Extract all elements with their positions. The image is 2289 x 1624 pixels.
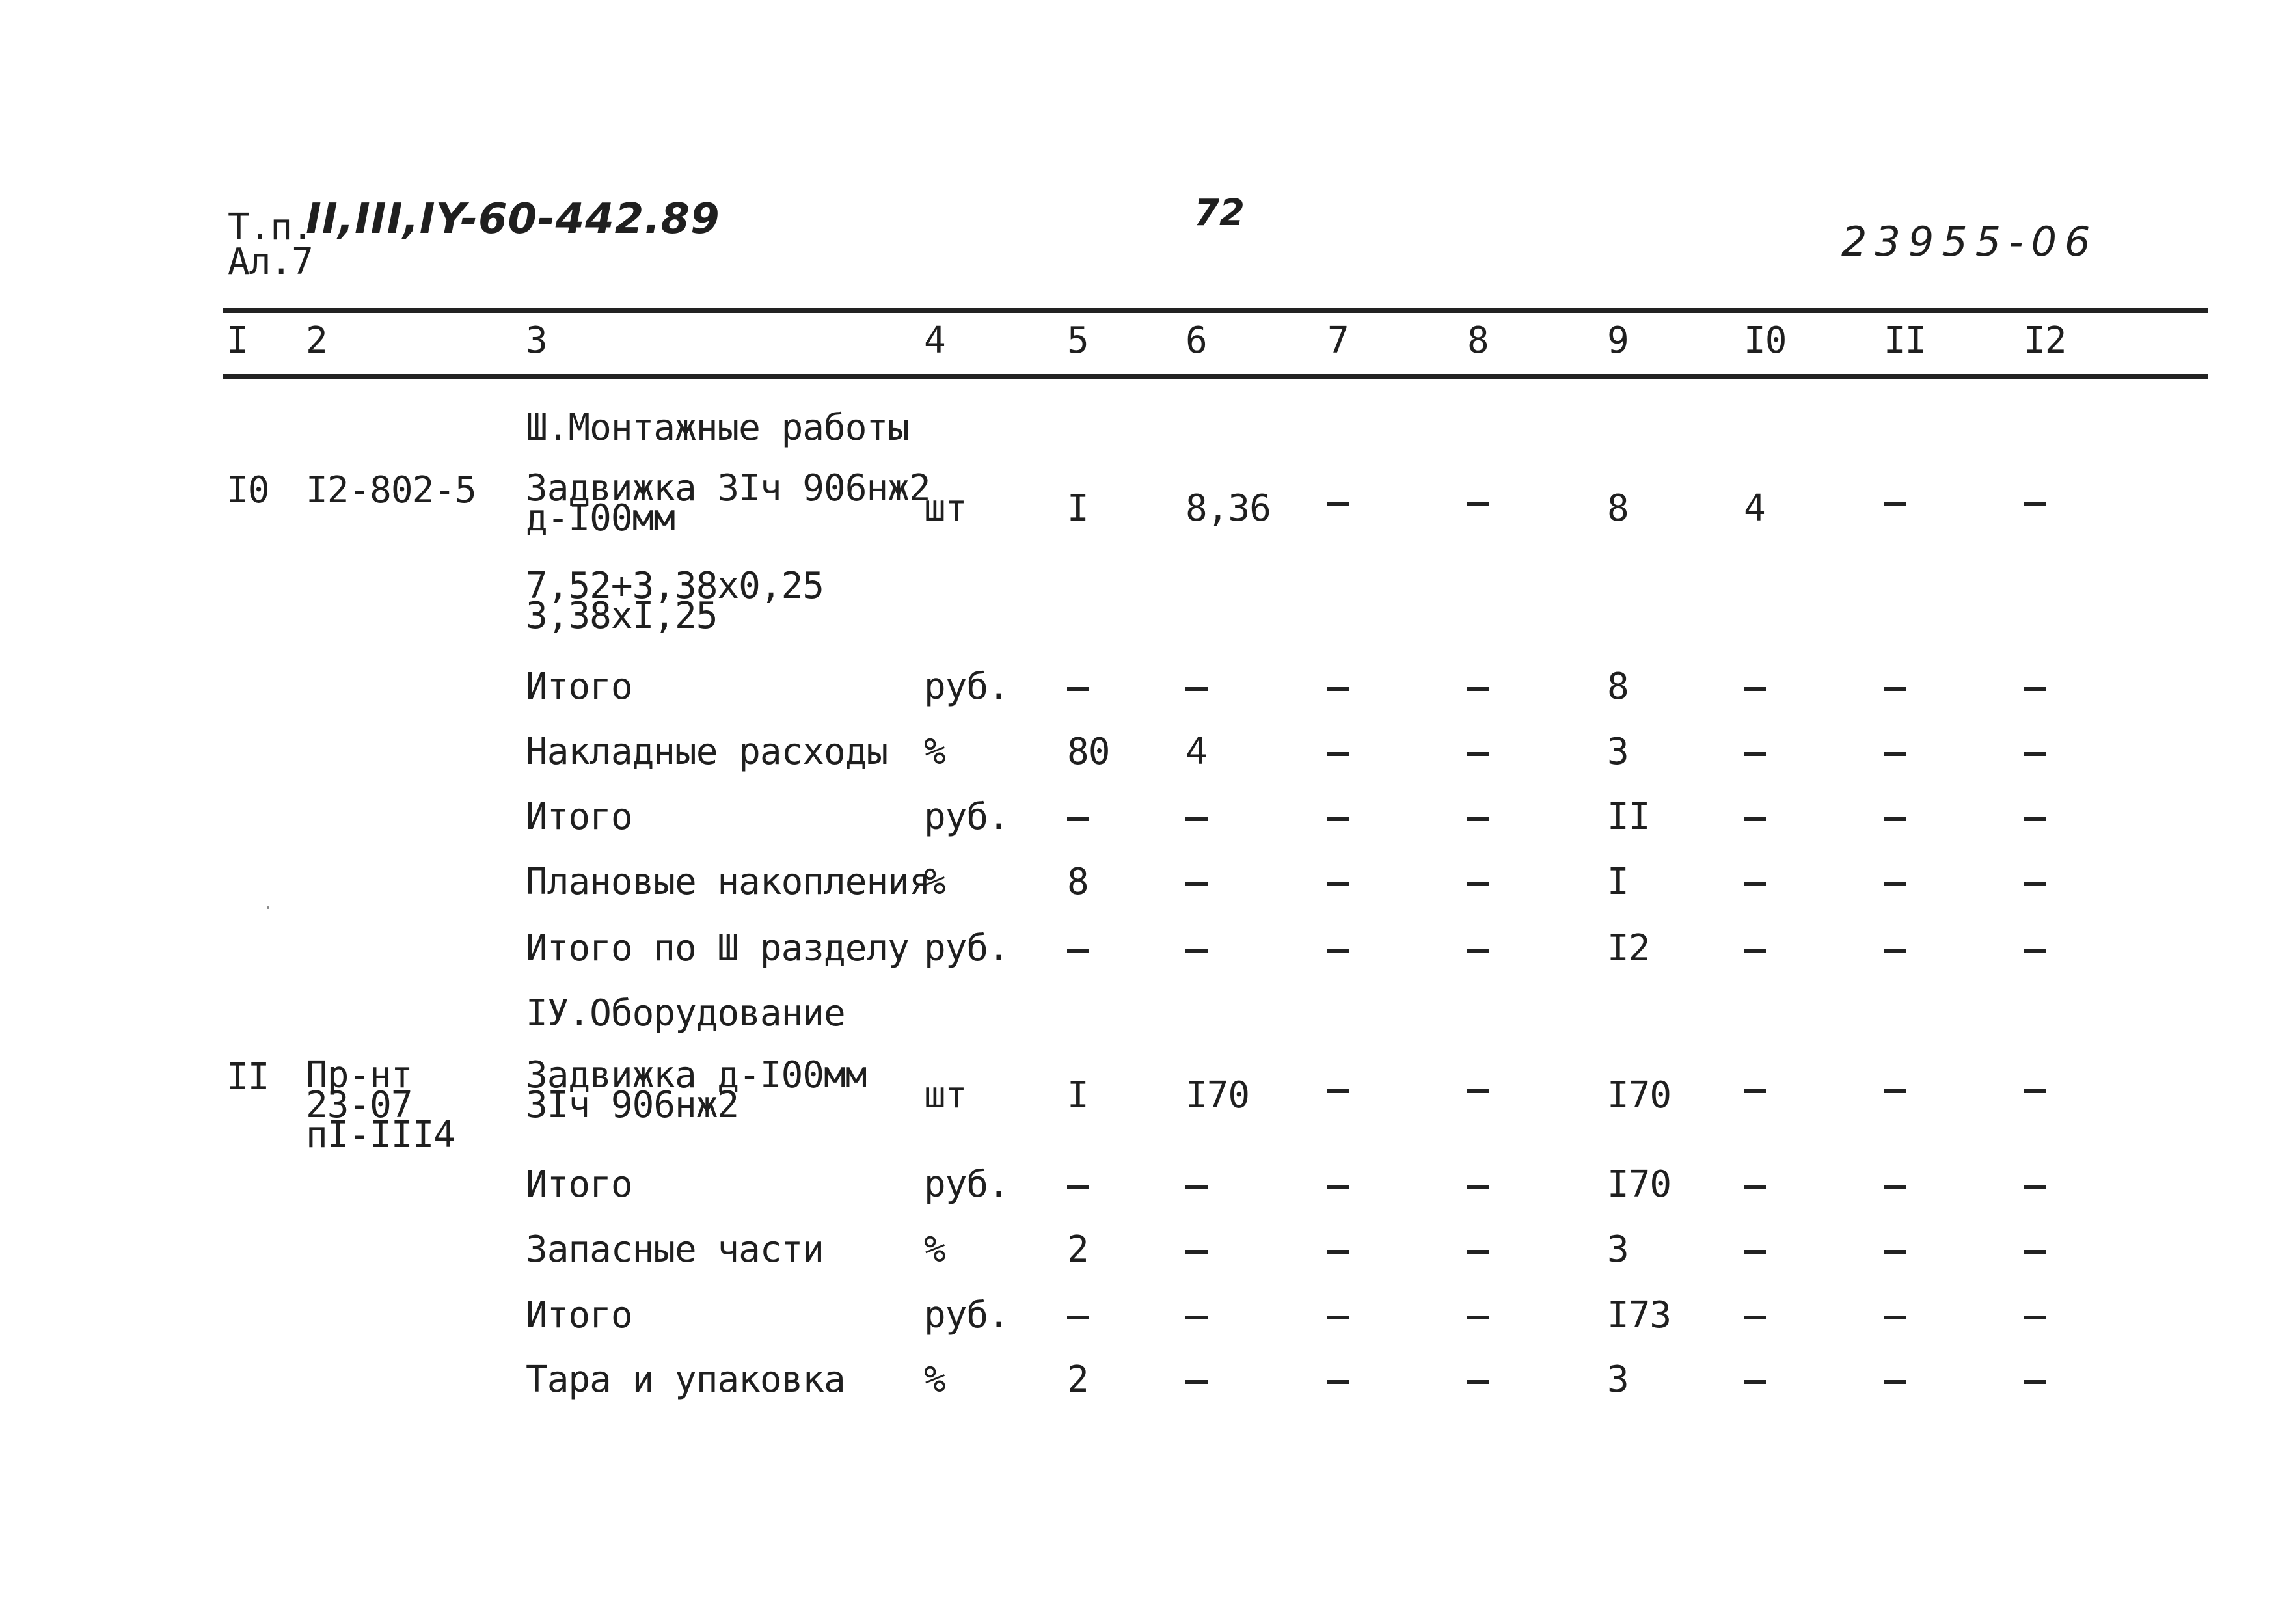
value-cell: руб. xyxy=(924,927,1009,969)
column-header-6: 6 xyxy=(1185,319,1207,362)
empty-value-dash xyxy=(1327,932,1349,966)
empty-value-dash xyxy=(1467,800,1489,834)
document-code: 23955-06 xyxy=(1841,218,2098,265)
value-cell: 8 xyxy=(1607,487,1629,530)
value-cell: 4 xyxy=(1744,487,1765,530)
empty-value-dash xyxy=(1067,932,1089,966)
empty-value-dash xyxy=(1327,670,1349,704)
scan-speck xyxy=(267,906,269,909)
description-cell: Накладные расходы xyxy=(526,731,888,773)
empty-value-dash xyxy=(2024,1233,2046,1267)
value-cell: I xyxy=(1067,487,1089,530)
empty-value-dash xyxy=(1185,800,1208,834)
empty-value-dash xyxy=(1467,485,1489,519)
designation-handwritten: II,III,IY-60-442.89 xyxy=(306,195,720,243)
empty-value-dash xyxy=(2024,1168,2046,1202)
empty-value-dash xyxy=(1467,932,1489,966)
empty-value-dash xyxy=(1327,865,1349,899)
empty-value-dash xyxy=(1744,1168,1766,1202)
empty-value-dash xyxy=(1884,865,1906,899)
value-cell: II xyxy=(1607,796,1650,838)
empty-value-dash xyxy=(2024,1363,2046,1397)
value-cell: руб. xyxy=(924,1163,1009,1206)
description-cell: Плановые накопления xyxy=(526,861,930,903)
empty-value-dash xyxy=(1185,1233,1208,1267)
empty-value-dash xyxy=(1467,865,1489,899)
empty-value-dash xyxy=(1744,1233,1766,1267)
column-header-4: 4 xyxy=(924,319,945,362)
value-cell: 4 xyxy=(1185,731,1207,773)
column-header-10: I0 xyxy=(1744,319,1787,362)
description-cell: Тара и упаковка xyxy=(526,1359,845,1401)
description-cell xyxy=(526,565,824,637)
value-cell: руб. xyxy=(924,1294,1009,1336)
empty-value-dash xyxy=(2024,735,2046,769)
value-cell: шт xyxy=(924,1074,967,1116)
value-cell: I xyxy=(1067,1074,1089,1116)
empty-value-dash xyxy=(1327,1072,1349,1106)
value-cell: % xyxy=(924,861,945,903)
empty-value-dash xyxy=(1327,800,1349,834)
empty-value-dash xyxy=(1185,932,1208,966)
empty-value-dash xyxy=(1884,1363,1906,1397)
empty-value-dash xyxy=(1467,1299,1489,1333)
description-cell xyxy=(526,1054,867,1126)
empty-value-dash xyxy=(1067,800,1089,834)
value-cell: I xyxy=(1607,861,1629,903)
item-number-cell: II xyxy=(226,1056,269,1098)
empty-value-dash xyxy=(1884,1299,1906,1333)
cell-line: 3,38хI,25 xyxy=(526,595,718,637)
empty-value-dash xyxy=(1884,670,1906,704)
cell-line: Пр-нт xyxy=(306,1054,413,1096)
code-cell: I2-802-5 xyxy=(306,469,476,511)
table-header-rule xyxy=(223,374,2208,379)
column-header-11: II xyxy=(1884,319,1927,362)
value-cell: % xyxy=(924,1359,945,1401)
value-cell: шт xyxy=(924,487,967,530)
empty-value-dash xyxy=(1067,1299,1089,1333)
empty-value-dash xyxy=(1467,1233,1489,1267)
designation-prefix: Т.п. xyxy=(228,206,313,249)
description-cell: Итого xyxy=(526,1294,632,1336)
empty-value-dash xyxy=(1467,1072,1489,1106)
description-cell: IУ.Оборудование xyxy=(526,992,845,1035)
empty-value-dash xyxy=(2024,485,2046,519)
description-cell: Итого xyxy=(526,666,632,708)
item-number-cell: I0 xyxy=(226,469,269,511)
empty-value-dash xyxy=(2024,1299,2046,1333)
column-header-9: 9 xyxy=(1607,319,1629,362)
empty-value-dash xyxy=(1327,1299,1349,1333)
empty-value-dash xyxy=(1744,865,1766,899)
value-cell: 8 xyxy=(1607,666,1629,708)
empty-value-dash xyxy=(1467,1363,1489,1397)
value-cell: 2 xyxy=(1067,1359,1089,1401)
description-cell: Ш.Монтажные работы xyxy=(526,407,909,449)
empty-value-dash xyxy=(1467,1168,1489,1202)
empty-value-dash xyxy=(1327,1233,1349,1267)
cell-line: пI-III4 xyxy=(306,1114,455,1156)
empty-value-dash xyxy=(1067,670,1089,704)
empty-value-dash xyxy=(1884,932,1906,966)
empty-value-dash xyxy=(1884,485,1906,519)
empty-value-dash xyxy=(1327,485,1349,519)
value-cell: руб. xyxy=(924,796,1009,838)
cell-line: Задвижка 3Iч 906нж2 xyxy=(526,467,930,509)
value-cell: 8,36 xyxy=(1185,487,1271,530)
description-cell: Итого xyxy=(526,796,632,838)
empty-value-dash xyxy=(2024,800,2046,834)
value-cell: руб. xyxy=(924,666,1009,708)
empty-value-dash xyxy=(2024,865,2046,899)
empty-value-dash xyxy=(1185,865,1208,899)
cell-line: 3Iч 906нж2 xyxy=(526,1084,739,1126)
description-cell xyxy=(526,467,930,539)
empty-value-dash xyxy=(1185,1299,1208,1333)
empty-value-dash xyxy=(1744,1363,1766,1397)
album-number: Ал.7 xyxy=(228,241,313,283)
empty-value-dash xyxy=(1884,1072,1906,1106)
description-cell: Итого xyxy=(526,1163,632,1206)
empty-value-dash xyxy=(1884,1168,1906,1202)
value-cell: I70 xyxy=(1607,1074,1672,1116)
empty-value-dash xyxy=(1744,932,1766,966)
table-top-rule xyxy=(223,308,2208,313)
empty-value-dash xyxy=(1467,735,1489,769)
empty-value-dash xyxy=(1744,1299,1766,1333)
code-cell xyxy=(306,1054,455,1156)
page-number: 72 xyxy=(1194,192,1245,234)
column-header-12: I2 xyxy=(2024,319,2066,362)
empty-value-dash xyxy=(1327,1168,1349,1202)
value-cell: 80 xyxy=(1067,731,1110,773)
empty-value-dash xyxy=(1327,1363,1349,1397)
column-header-5: 5 xyxy=(1067,319,1089,362)
empty-value-dash xyxy=(1185,1363,1208,1397)
empty-value-dash xyxy=(1327,735,1349,769)
value-cell: 3 xyxy=(1607,731,1629,773)
value-cell: I70 xyxy=(1185,1074,1250,1116)
value-cell: % xyxy=(924,731,945,773)
cell-line: Задвижка д-I00мм xyxy=(526,1054,867,1096)
empty-value-dash xyxy=(1185,1168,1208,1202)
column-header-1: I xyxy=(226,319,248,362)
empty-value-dash xyxy=(1884,800,1906,834)
empty-value-dash xyxy=(1185,670,1208,704)
value-cell: I70 xyxy=(1607,1163,1672,1206)
empty-value-dash xyxy=(1884,735,1906,769)
cell-line: д-I00мм xyxy=(526,497,675,539)
column-header-2: 2 xyxy=(306,319,327,362)
empty-value-dash xyxy=(1467,670,1489,704)
empty-value-dash xyxy=(2024,670,2046,704)
empty-value-dash xyxy=(2024,1072,2046,1106)
cell-line: 23-07 xyxy=(306,1084,413,1126)
value-cell: 8 xyxy=(1067,861,1089,903)
value-cell: 2 xyxy=(1067,1228,1089,1271)
value-cell: I2 xyxy=(1607,927,1650,969)
empty-value-dash xyxy=(1744,735,1766,769)
column-header-3: 3 xyxy=(526,319,547,362)
empty-value-dash xyxy=(1744,800,1766,834)
column-header-7: 7 xyxy=(1327,319,1349,362)
empty-value-dash xyxy=(1744,670,1766,704)
value-cell: 3 xyxy=(1607,1228,1629,1271)
empty-value-dash xyxy=(1884,1233,1906,1267)
empty-value-dash xyxy=(1067,1168,1089,1202)
column-header-8: 8 xyxy=(1467,319,1489,362)
value-cell: 3 xyxy=(1607,1359,1629,1401)
empty-value-dash xyxy=(2024,932,2046,966)
value-cell: I73 xyxy=(1607,1294,1672,1336)
empty-value-dash xyxy=(1744,1072,1766,1106)
value-cell: % xyxy=(924,1228,945,1271)
description-cell: Итого по Ш разделу xyxy=(526,927,909,969)
description-cell: Запасные части xyxy=(526,1228,824,1271)
cell-line: 7,52+3,38х0,25 xyxy=(526,565,824,607)
